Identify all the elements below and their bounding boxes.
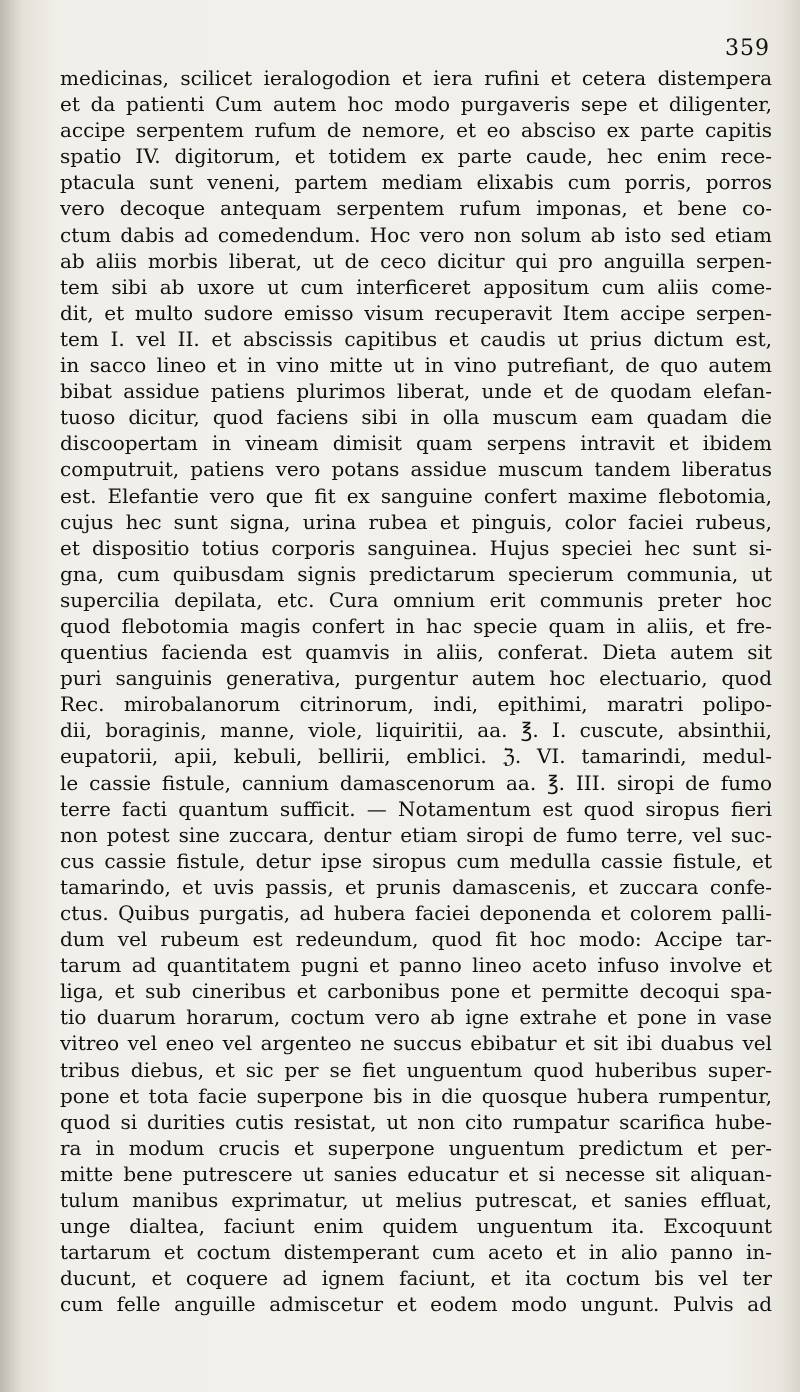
text-line: tio duarum horarum, coctum vero ab igne extrahe et pone in vase <box>60 1005 772 1030</box>
text-line: tem sibi ab uxore ut cum interficeret appositum cum aliis come- <box>60 274 772 299</box>
text-line: dum vel rubeum est redeundum, quod fit hoc modo: Accipe tar- <box>60 927 772 952</box>
text-line: eupatorii, apii, kebuli, bellirii, emblici. ℨ. VI. tamarindi, medul- <box>60 744 772 769</box>
text-line: unge dialtea, faciunt enim quidem unguentum ita. Excoquunt <box>60 1214 772 1239</box>
text-line: tartarum et coctum distemperant cum aceto et in alio panno in- <box>60 1240 772 1265</box>
text-line: quentius facienda est quamvis in aliis, conferat. Dieta autem sit <box>60 640 772 665</box>
text-line: dii, boraginis, manne, viole, liquiritii, aa. ℥. I. cuscute, absinthii, <box>60 718 772 743</box>
text-line: tuoso dicitur, quod faciens sibi in olla muscum eam quadam die <box>60 405 772 430</box>
text-line: Rec. mirobalanorum citrinorum, indi, epithimi, maratri polipo- <box>60 692 772 717</box>
text-line: tribus diebus, et sic per se fiet unguentum quod huberibus super- <box>60 1057 772 1082</box>
text-line: cujus hec sunt signa, urina rubea et pinguis, color faciei rubeus, <box>60 509 772 534</box>
text-line: vitreo vel eneo vel argenteo ne succus ebibatur et sit ibi duabus vel <box>60 1031 772 1056</box>
page-number: 359 <box>725 36 770 61</box>
text-line: pone et tota facie superpone bis in die quosque hubera rumpentur, <box>60 1083 772 1108</box>
text-line: ab aliis morbis liberat, ut de ceco dicitur qui pro anguilla serpen- <box>60 248 772 273</box>
text-line: le cassie fistule, cannium damascenorum aa. ℥. III. siropi de fumo <box>60 770 772 795</box>
text-line: tem I. vel II. et abscissis capitibus et caudis ut prius dictum est, <box>60 326 772 351</box>
text-line: spatio IV. digitorum, et totidem ex parte caude, hec enim rece- <box>60 144 772 169</box>
text-line: ctus. Quibus purgatis, ad hubera faciei deponenda et colorem palli- <box>60 901 772 925</box>
text-line: supercilia depilata, etc. Cura omnium erit communis preter hoc <box>60 587 772 612</box>
text-line: in sacco lineo et in vino mitte ut in vino putrefiant, de quo autem <box>60 353 772 378</box>
text-line: computruit, patiens vero potans assidue muscum tandem liberatus <box>60 457 772 482</box>
text-line: bibat assidue patiens plurimos liberat, unde et de quodam elefan- <box>60 379 772 404</box>
text-line: mitte bene putrescere ut sanies educatur et si necesse sit aliquan- <box>60 1161 772 1186</box>
text-line: discoopertam in vineam dimisit quam serpens intravit et ibidem <box>60 431 772 456</box>
text-line: ctum dabis ad comedendum. Hoc vero non solum ab isto sed etiam <box>60 222 772 247</box>
text-line: ra in modum crucis et superpone unguentum predictum et per- <box>60 1135 772 1160</box>
latin-body-text <box>60 65 772 1318</box>
text-line: dit, et multo sudore emisso visum recuperavit Item accipe serpen- <box>60 300 772 325</box>
text-line: cum felle anguille admiscetur et eodem modo ungunt. Pulvis ad <box>60 1292 772 1317</box>
text-line: cus cassie fistule, detur ipse siropus cum medulla cassie fistule, et <box>60 848 772 873</box>
text-line: non potest sine zuccara, dentur etiam siropi de fumo terre, vel suc- <box>60 822 772 847</box>
text-line: accipe serpentem rufum de nemore, et eo absciso ex parte capitis <box>60 118 772 143</box>
text-line: gna, cum quibusdam signis predictarum specierum communia, ut <box>60 561 772 586</box>
text-line: tulum manibus exprimatur, ut melius putrescat, et sanies effluat, <box>60 1188 772 1213</box>
text-line: terre facti quantum sufficit. — Notamentum est quod siropus fieri <box>60 796 772 821</box>
text-line: et dispositio totius corporis sanguinea. Hujus speciei hec sunt si- <box>60 535 772 560</box>
text-line: tamarindo, et uvis passis, et prunis damascenis, et zuccara confe- <box>60 874 772 899</box>
text-line: ducunt, et coquere ad ignem faciunt, et ita coctum bis vel ter <box>60 1266 772 1291</box>
text-line: quod si durities cutis resistat, ut non cito rumpatur scarifica hube- <box>60 1109 772 1134</box>
text-line: quod flebotomia magis confert in hac specie quam in aliis, et fre- <box>60 613 772 638</box>
text-line: et da patienti Cum autem hoc modo purgaveris sepe et diligenter, <box>60 92 772 117</box>
text-line: tarum ad quantitatem pugni et panno lineo aceto infuso involve et <box>60 953 772 978</box>
text-line: vero decoque antequam serpentem rufum imponas, et bene co- <box>60 196 772 221</box>
text-line: medicinas, scilicet ieralogodion et iera rufini et cetera distempera <box>60 66 772 90</box>
text-line: puri sanguinis generativa, purgentur autem hoc electuario, quod <box>60 666 772 691</box>
text-line: liga, et sub cineribus et carbonibus pone et permitte decoqui spa- <box>60 979 772 1004</box>
text-line: est. Elefantie vero que fit ex sanguine confert maxime flebotomia, <box>60 483 772 508</box>
text-line: ptacula sunt veneni, partem mediam elixabis cum porris, porros <box>60 170 772 195</box>
